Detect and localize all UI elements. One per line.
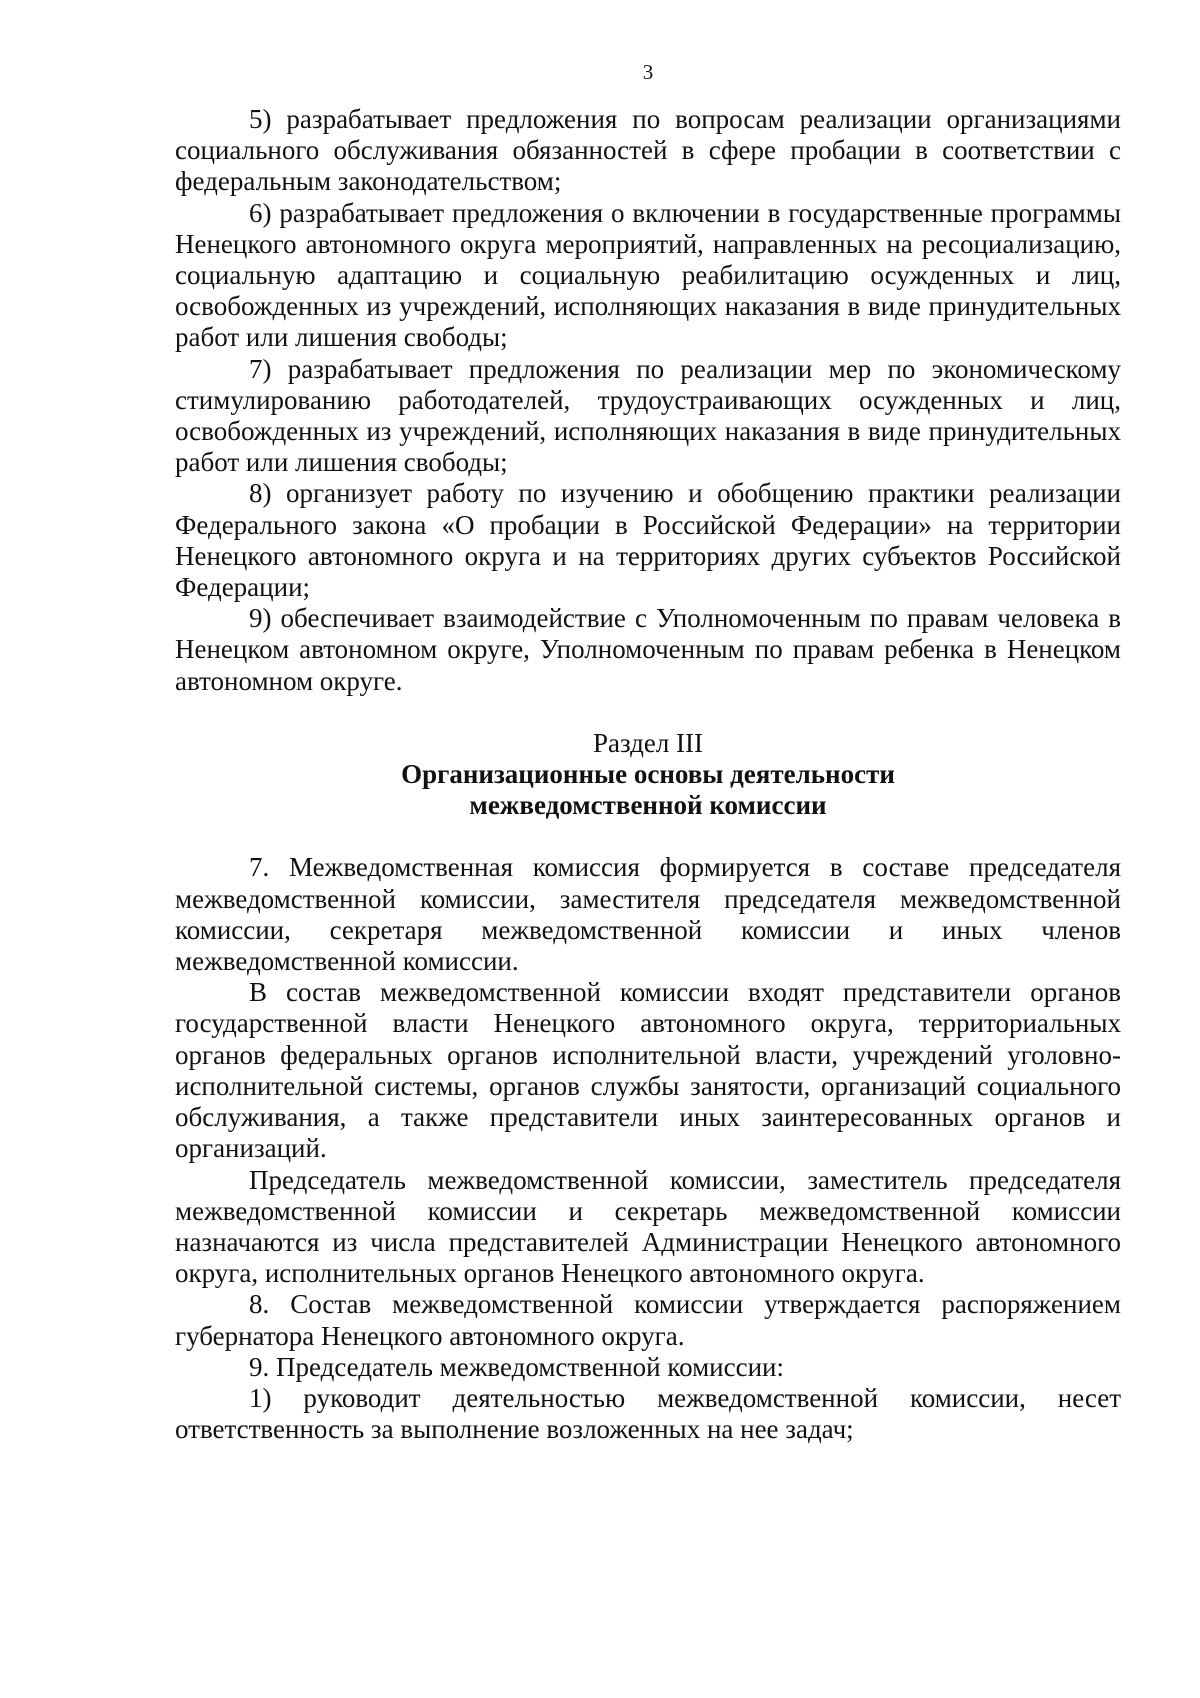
paragraph-item-6: 6) разрабатывает предложения о включении в государственные программы Ненецкого автономного округа мероприятий, направленных на ресоциализацию, социальную адаптацию и социальную реабилитацию осужденных и лиц, освобожденных из учреждений, исполняющих наказания в виде принудительных работ или лишения свободы; <box>175 197 1121 353</box>
section-label: Раздел III <box>592 727 704 758</box>
paragraph-clause-8: 8. Состав межведомственной комиссии утверждается распоряжением губернатора Ненецкого автономного округа. <box>175 1289 1121 1351</box>
paragraph-clause-9: 9. Председатель межведомственной комиссии: <box>249 1351 784 1382</box>
paragraph-clause-7: 7. Межведомственная комиссия формируется в составе председателя межведомственной комиссии, заместителя председателя межведомственной комиссии, секретаря межведомственной комиссии и иных членов межведомственной комиссии. <box>175 852 1121 977</box>
section-spacer <box>175 821 1121 852</box>
section-title-line-2: межведомственной комиссии <box>469 790 827 821</box>
document-page <box>175 58 1121 1445</box>
page-number: 3 <box>642 60 654 84</box>
section-title-line-1: Организационные основы деятельности <box>401 759 895 790</box>
paragraph-item-9: 9) обеспечивает взаимодействие с Уполномоченным по правам человека в Ненецком автономном округе, Уполномоченным по правам ребенка в Ненецком автономном округе. <box>175 603 1121 696</box>
paragraph-clause-9-item-1: 1) руководит деятельностью межведомственной комиссии, несет ответственность за выполнение возложенных на нее задач; <box>175 1382 1121 1445</box>
paragraph-item-7: 7) разрабатывает предложения по реализации мер по экономическому стимулированию работодателей, трудоустраивающих осужденных и лиц, освобожденных из учреждений, исполняющих наказания в виде принудительных работ или лишения свободы; <box>175 353 1121 478</box>
paragraph-item-5: 5) разрабатывает предложения по вопросам реализации организациями социального обслуживания обязанностей в сфере пробации в соответствии с федеральным законодательством; <box>175 104 1121 197</box>
paragraph-item-8: 8) организует работу по изучению и обобщению практики реализации Федерального закона «О пробации в Российской Федерации» на территории Ненецкого автономного округа и на территориях других субъектов Российской Федерации; <box>175 478 1121 603</box>
paragraph-composition: В состав межведомственной комиссии входят представители органов государственной власти Ненецкого автономного округа, территориальных органов федеральных органов исполнительной власти, учреждений уголовно-исполнительной системы, органов службы занятости, организаций социального обслуживания, а также представители иных заинтересованных органов и организаций. <box>175 977 1121 1164</box>
paragraph-appointment: Председатель межведомственной комиссии, заместитель председателя межведомственной комиссии и секретарь межведомственной комиссии назначаются из числа представителей Администрации Ненецкого автономного округа, исполнительных органов Ненецкого автономного округа. <box>175 1164 1121 1289</box>
